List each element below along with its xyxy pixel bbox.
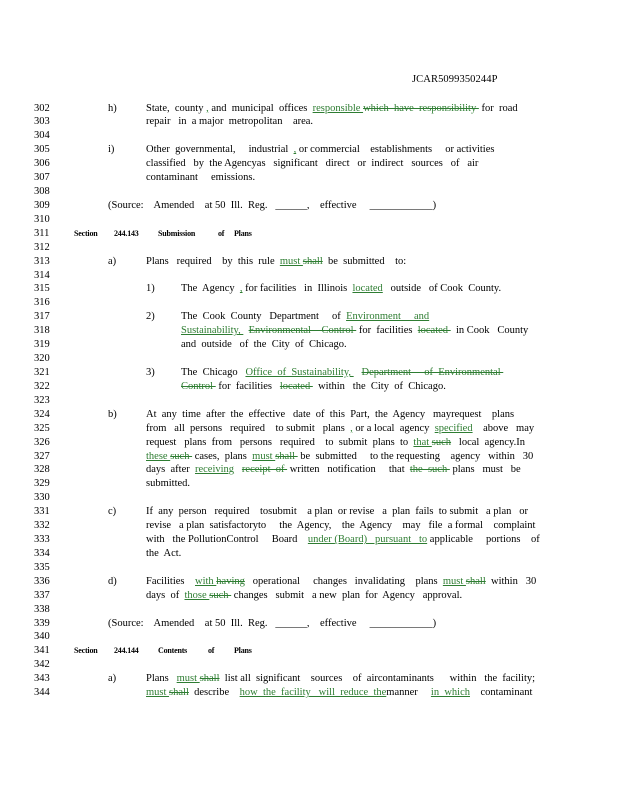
text-run: applicable portions of — [427, 534, 540, 546]
deleted-text: such — [170, 450, 193, 462]
deleted-text: which have responsibility — [363, 102, 479, 114]
text-run: of — [208, 646, 215, 656]
text-run: cases, plans — [192, 450, 253, 462]
line-number: 308 — [34, 186, 50, 198]
text-run: describe — [188, 687, 240, 699]
line-number: 306 — [34, 158, 50, 170]
line-number: 303 — [34, 116, 50, 128]
line-number: 323 — [34, 394, 50, 406]
deleted-text: shall — [169, 687, 189, 699]
text-line — [146, 575, 536, 589]
text-line — [146, 408, 514, 422]
text-line — [146, 157, 478, 171]
inserted-text: , — [350, 422, 353, 434]
inserted-text: responsible — [312, 102, 364, 114]
deleted-text: having — [216, 575, 245, 587]
deleted-text: located — [417, 325, 451, 337]
text-run: with the PollutionControl Board — [146, 534, 308, 546]
text-run: Plans — [234, 228, 252, 238]
text-run: within the City of Chicago. — [312, 380, 446, 392]
text-run: days after — [146, 464, 195, 476]
text-run: b) — [108, 408, 117, 420]
text-run: At any time after the effective date of this Part, the Agency mayrequest plans — [146, 408, 515, 420]
text-run: the Act. — [146, 547, 182, 559]
line-number: 312 — [34, 241, 50, 253]
text-run: for facilities — [215, 380, 280, 392]
line-number: 336 — [34, 575, 50, 587]
text-run: repair in a major metropolitan area. — [146, 116, 314, 128]
text-run: 2) — [146, 311, 155, 323]
inserted-text: that — [413, 436, 432, 448]
text-run: State, county — [146, 102, 207, 114]
line-number: 333 — [34, 534, 50, 546]
section-heading-part — [158, 227, 195, 241]
text-line — [146, 533, 540, 547]
section-heading-part — [114, 227, 139, 241]
text-run: Contents — [158, 646, 188, 656]
text-run: days of — [146, 589, 185, 601]
text-run: (Source: Amended at 50 Ill. Reg. ______, effective ____________) — [108, 617, 437, 629]
inserted-text: Environment and — [346, 311, 430, 323]
text-run: contaminant — [470, 687, 533, 699]
text-run: a) — [108, 255, 117, 267]
text-line — [108, 575, 117, 589]
text-run: Plans required by this rule — [146, 255, 280, 267]
deleted-text: Department of Environmental — [361, 366, 504, 378]
text-run: classified by the Agencyas significant direct or indirect sources of air — [146, 158, 479, 170]
inserted-text: , — [293, 144, 297, 156]
line-number: 342 — [34, 659, 50, 671]
line-number: 310 — [34, 213, 50, 225]
line-number: 328 — [34, 464, 50, 476]
inserted-text: , — [239, 283, 243, 295]
text-line — [108, 255, 116, 269]
text-run: manner — [386, 687, 431, 699]
text-run: a) — [108, 673, 117, 685]
line-number: 307 — [34, 172, 50, 184]
inserted-text: how the facility will reduce the — [239, 687, 387, 699]
line-number: 315 — [34, 283, 50, 295]
text-run: above may — [472, 422, 535, 434]
deleted-text: located — [279, 380, 313, 392]
text-run: If any person required tosubmit a plan or revise a plan fails to submit a plan or — [146, 506, 528, 518]
text-line — [181, 338, 347, 352]
deleted-text: Control — [181, 380, 216, 392]
text-run: or a local agency — [352, 422, 435, 434]
text-run: 244.143 — [114, 228, 139, 238]
text-line — [146, 102, 518, 116]
text-run: list all significant sources of aircontaminants within the facility; — [219, 673, 536, 685]
text-line — [108, 199, 436, 213]
inserted-text: must — [176, 673, 200, 685]
deleted-text: Environmental Control — [248, 325, 357, 337]
text-run: contaminant emissions. — [146, 172, 256, 184]
section-heading-part — [234, 644, 252, 658]
text-run: Section — [74, 228, 98, 238]
text-line — [146, 171, 255, 185]
deleted-text: shall — [199, 673, 220, 685]
text-line — [146, 547, 181, 561]
line-number: 325 — [34, 422, 50, 434]
inserted-text: (Board) pursuant to — [334, 534, 428, 546]
line-number: 340 — [34, 631, 50, 643]
text-line — [181, 324, 528, 338]
text-line — [108, 102, 117, 116]
text-line — [146, 436, 525, 450]
inserted-text: these — [146, 450, 171, 462]
text-line — [146, 477, 190, 491]
text-line — [146, 115, 313, 129]
text-run: Facilities — [146, 575, 195, 587]
inserted-text: with — [195, 575, 217, 587]
section-heading-part — [158, 644, 187, 658]
text-run: plans must be — [449, 464, 521, 476]
deleted-text: shall — [275, 450, 298, 462]
section-heading-part — [74, 644, 98, 658]
section-heading-part — [114, 644, 139, 658]
line-number: 321 — [34, 366, 50, 378]
inserted-text: in which — [430, 687, 470, 699]
text-run: for facilities in Illinois — [242, 283, 353, 295]
inserted-text: must — [279, 255, 303, 267]
line-number: 332 — [34, 520, 50, 532]
text-line — [108, 672, 116, 686]
section-heading-part — [208, 644, 214, 658]
text-run: from all persons required to submit plans — [146, 422, 351, 434]
line-number: 305 — [34, 144, 50, 156]
text-line — [146, 143, 494, 157]
text-run: (Source: Amended at 50 Ill. Reg. ______, effective ____________) — [108, 199, 437, 211]
line-number: 313 — [34, 255, 50, 267]
deleted-text: such — [431, 436, 452, 448]
text-line — [108, 617, 436, 631]
line-number: 326 — [34, 436, 50, 448]
line-number: 339 — [34, 617, 50, 629]
text-run: revise a plan satisfactoryto the Agency, the Agency may file a formal complaint — [146, 520, 536, 532]
line-number: 309 — [34, 199, 50, 211]
text-run: 3) — [146, 366, 155, 378]
line-number: 337 — [34, 589, 50, 601]
text-line — [146, 505, 528, 519]
text-run: 244.144 — [114, 646, 139, 656]
text-line — [181, 282, 501, 296]
line-number: 330 — [34, 492, 50, 504]
section-heading-part — [234, 227, 252, 241]
section-heading-part — [218, 227, 224, 241]
line-number: 317 — [34, 311, 50, 323]
text-run: Section — [74, 646, 98, 656]
text-run: or commercial establishments or activities — [296, 144, 495, 156]
line-number: 335 — [34, 561, 50, 573]
line-number: 343 — [34, 673, 50, 685]
text-line — [146, 255, 406, 269]
text-line — [146, 282, 155, 296]
text-run: c) — [108, 506, 117, 518]
text-run: Plans — [234, 646, 252, 656]
text-run: i) — [108, 144, 115, 156]
text-run: d) — [108, 575, 117, 587]
line-number: 334 — [34, 547, 50, 559]
text-run: be submitted to: — [322, 255, 407, 267]
inserted-text: must — [442, 575, 466, 587]
inserted-text: Office of Sustainability, — [245, 366, 354, 378]
text-run: Other governmental, industrial — [146, 144, 294, 156]
text-line — [146, 310, 155, 324]
inserted-text: , — [206, 102, 209, 114]
line-number: 316 — [34, 297, 50, 309]
section-heading-part — [74, 227, 98, 241]
text-run: of — [218, 228, 225, 238]
line-number: 322 — [34, 380, 50, 392]
text-line — [146, 589, 462, 603]
text-line — [146, 672, 535, 686]
text-line — [146, 686, 532, 700]
inserted-text: under — [307, 534, 335, 546]
text-run: and municipal offices — [208, 102, 313, 114]
text-run: The Agency — [181, 283, 240, 295]
line-number: 338 — [34, 603, 50, 615]
line-number: 324 — [34, 408, 50, 420]
text-run — [354, 367, 362, 378]
line-number: 319 — [34, 339, 50, 351]
inserted-text: located — [352, 283, 383, 295]
deleted-text: shall — [465, 575, 486, 587]
text-line — [108, 505, 116, 519]
text-run: written notification that — [287, 464, 410, 476]
line-number: 311 — [34, 227, 50, 239]
line-number: 327 — [34, 450, 50, 462]
text-run: operational changes invalidating plans — [244, 575, 443, 587]
text-run: 1) — [146, 283, 155, 295]
text-run: and outside of the City of Chicago. — [181, 339, 347, 351]
text-line — [181, 310, 429, 324]
inserted-text: receiving — [194, 464, 235, 476]
inserted-text: those — [184, 589, 210, 601]
line-number: 304 — [34, 130, 50, 142]
line-number: 314 — [34, 269, 50, 281]
deleted-text: receipt of — [241, 464, 288, 476]
inserted-text: must — [252, 450, 276, 462]
text-run: Submission — [158, 228, 196, 238]
deleted-text: such — [209, 589, 232, 601]
text-run: submitted. — [146, 478, 191, 490]
text-line — [108, 143, 114, 157]
deleted-text: the such — [409, 464, 450, 476]
text-line — [181, 380, 446, 394]
inserted-text: Sustainability, — [181, 325, 244, 337]
line-number: 302 — [34, 102, 50, 114]
line-number: 341 — [34, 645, 50, 657]
line-number: 329 — [34, 478, 50, 490]
text-run: h) — [108, 102, 117, 114]
text-run: within 30 — [485, 575, 537, 587]
text-line — [146, 450, 533, 464]
text-line — [146, 463, 521, 477]
line-number: 318 — [34, 325, 50, 337]
text-run: changes submit a new plan for Agency approval. — [231, 589, 463, 601]
text-line — [146, 519, 535, 533]
inserted-text: must — [146, 687, 170, 699]
text-line — [181, 366, 503, 380]
line-number: 331 — [34, 506, 50, 518]
document-id: JCAR5099350244P — [412, 74, 498, 85]
text-run: outside of Cook County. — [382, 283, 502, 295]
inserted-text: specified — [434, 422, 473, 434]
text-line — [146, 366, 155, 380]
text-run: in Cook County — [450, 325, 529, 337]
text-run: be submitted to the requesting agency within 30 — [297, 450, 534, 462]
text-run: for facilities — [356, 325, 418, 337]
text-line — [108, 408, 117, 422]
deleted-text: shall — [302, 255, 323, 267]
text-run: request plans from persons required to submit plans to — [146, 436, 414, 448]
text-run: The Chicago — [181, 366, 246, 378]
text-run — [234, 464, 242, 475]
line-number: 344 — [34, 687, 50, 699]
text-run: Plans — [146, 673, 177, 685]
text-run: local agency.In — [451, 436, 525, 448]
line-number: 320 — [34, 353, 50, 365]
text-run: The Cook County Department of — [181, 311, 347, 323]
text-line — [146, 422, 534, 436]
text-run: for road — [478, 102, 518, 114]
